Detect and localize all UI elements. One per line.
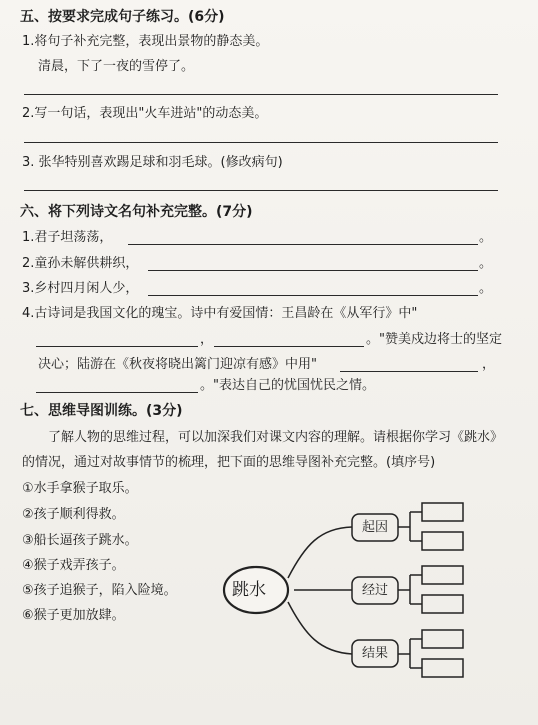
option-5: ⑤孩子追猴子，陷入险境。: [22, 583, 177, 598]
branch-cause-label: 起因: [362, 520, 389, 535]
section6-title: 六、将下列诗文名句补充完整。(7分): [20, 204, 253, 220]
connector-result: [288, 602, 352, 654]
answer-box-result-1: [422, 630, 463, 648]
option-3: ③船长逼孩子跳水。: [22, 533, 138, 548]
period-q2: 。: [479, 256, 493, 271]
section5-title: 五、按要求完成句子练习。(6分): [20, 9, 225, 25]
section6-q4-line3: 决心；陆游在《秋夜将晓出篱门迎凉有感》中用": [38, 357, 317, 372]
answer-box-result-2: [422, 659, 463, 677]
section5-q1-sentence: 清晨，下了一夜的雪停了。: [38, 59, 195, 74]
section7-intro-1: 了解人物的思维过程，可以加深我们对课文内容的理解。请根据你学习《跳水》: [48, 430, 504, 445]
section6-q4-line4-end: 。"表达自己的忧国忧民之情。: [200, 378, 375, 393]
comma-q4c: ，: [482, 357, 496, 372]
section7-title: 七、思维导图训练。(3分): [20, 403, 183, 419]
period-q3: 。: [479, 281, 493, 296]
section6-q1: 1.君子坦荡荡，: [22, 230, 113, 245]
answer-box-process-2: [422, 595, 463, 613]
section6-q4-line2-end: 。"赞美戍边将士的坚定: [366, 332, 502, 347]
answer-box-cause-1: [422, 503, 463, 521]
section6-q3: 3.乡村四月闲人少，: [22, 281, 139, 296]
section5-q3: 3. 张华特别喜欢踢足球和羽毛球。(修改病句): [22, 155, 283, 170]
connector-cause: [288, 527, 352, 578]
section5-q1: 1.将句子补充完整，表现出景物的静态美。: [22, 34, 269, 49]
section6-q2: 2.童孙未解供耕织，: [22, 256, 139, 271]
option-1: ①水手拿猴子取乐。: [22, 481, 138, 496]
option-4: ④猴子戏弄孩子。: [22, 558, 125, 573]
period-q1: 。: [479, 230, 493, 245]
section7-intro-2: 的情况，通过对故事情节的梳理，把下面的思维导图补充完整。(填序号): [22, 455, 436, 470]
answer-box-process-1: [422, 566, 463, 584]
branch-process-label: 经过: [362, 583, 389, 598]
section5-q2: 2.写一句话，表现出"火车进站"的动态美。: [22, 106, 268, 121]
branch-result-label: 结果: [362, 646, 389, 661]
section6-q4-line1: 4.古诗词是我国文化的瑰宝。诗中有爱国情：王昌龄在《从军行》中": [22, 306, 418, 321]
option-6: ⑥猴子更加放肆。: [22, 608, 125, 623]
center-node-label: 跳水: [232, 580, 266, 600]
comma-q4: ，: [200, 332, 214, 347]
answer-box-cause-2: [422, 532, 463, 550]
option-2: ②孩子顺利得救。: [22, 507, 125, 522]
